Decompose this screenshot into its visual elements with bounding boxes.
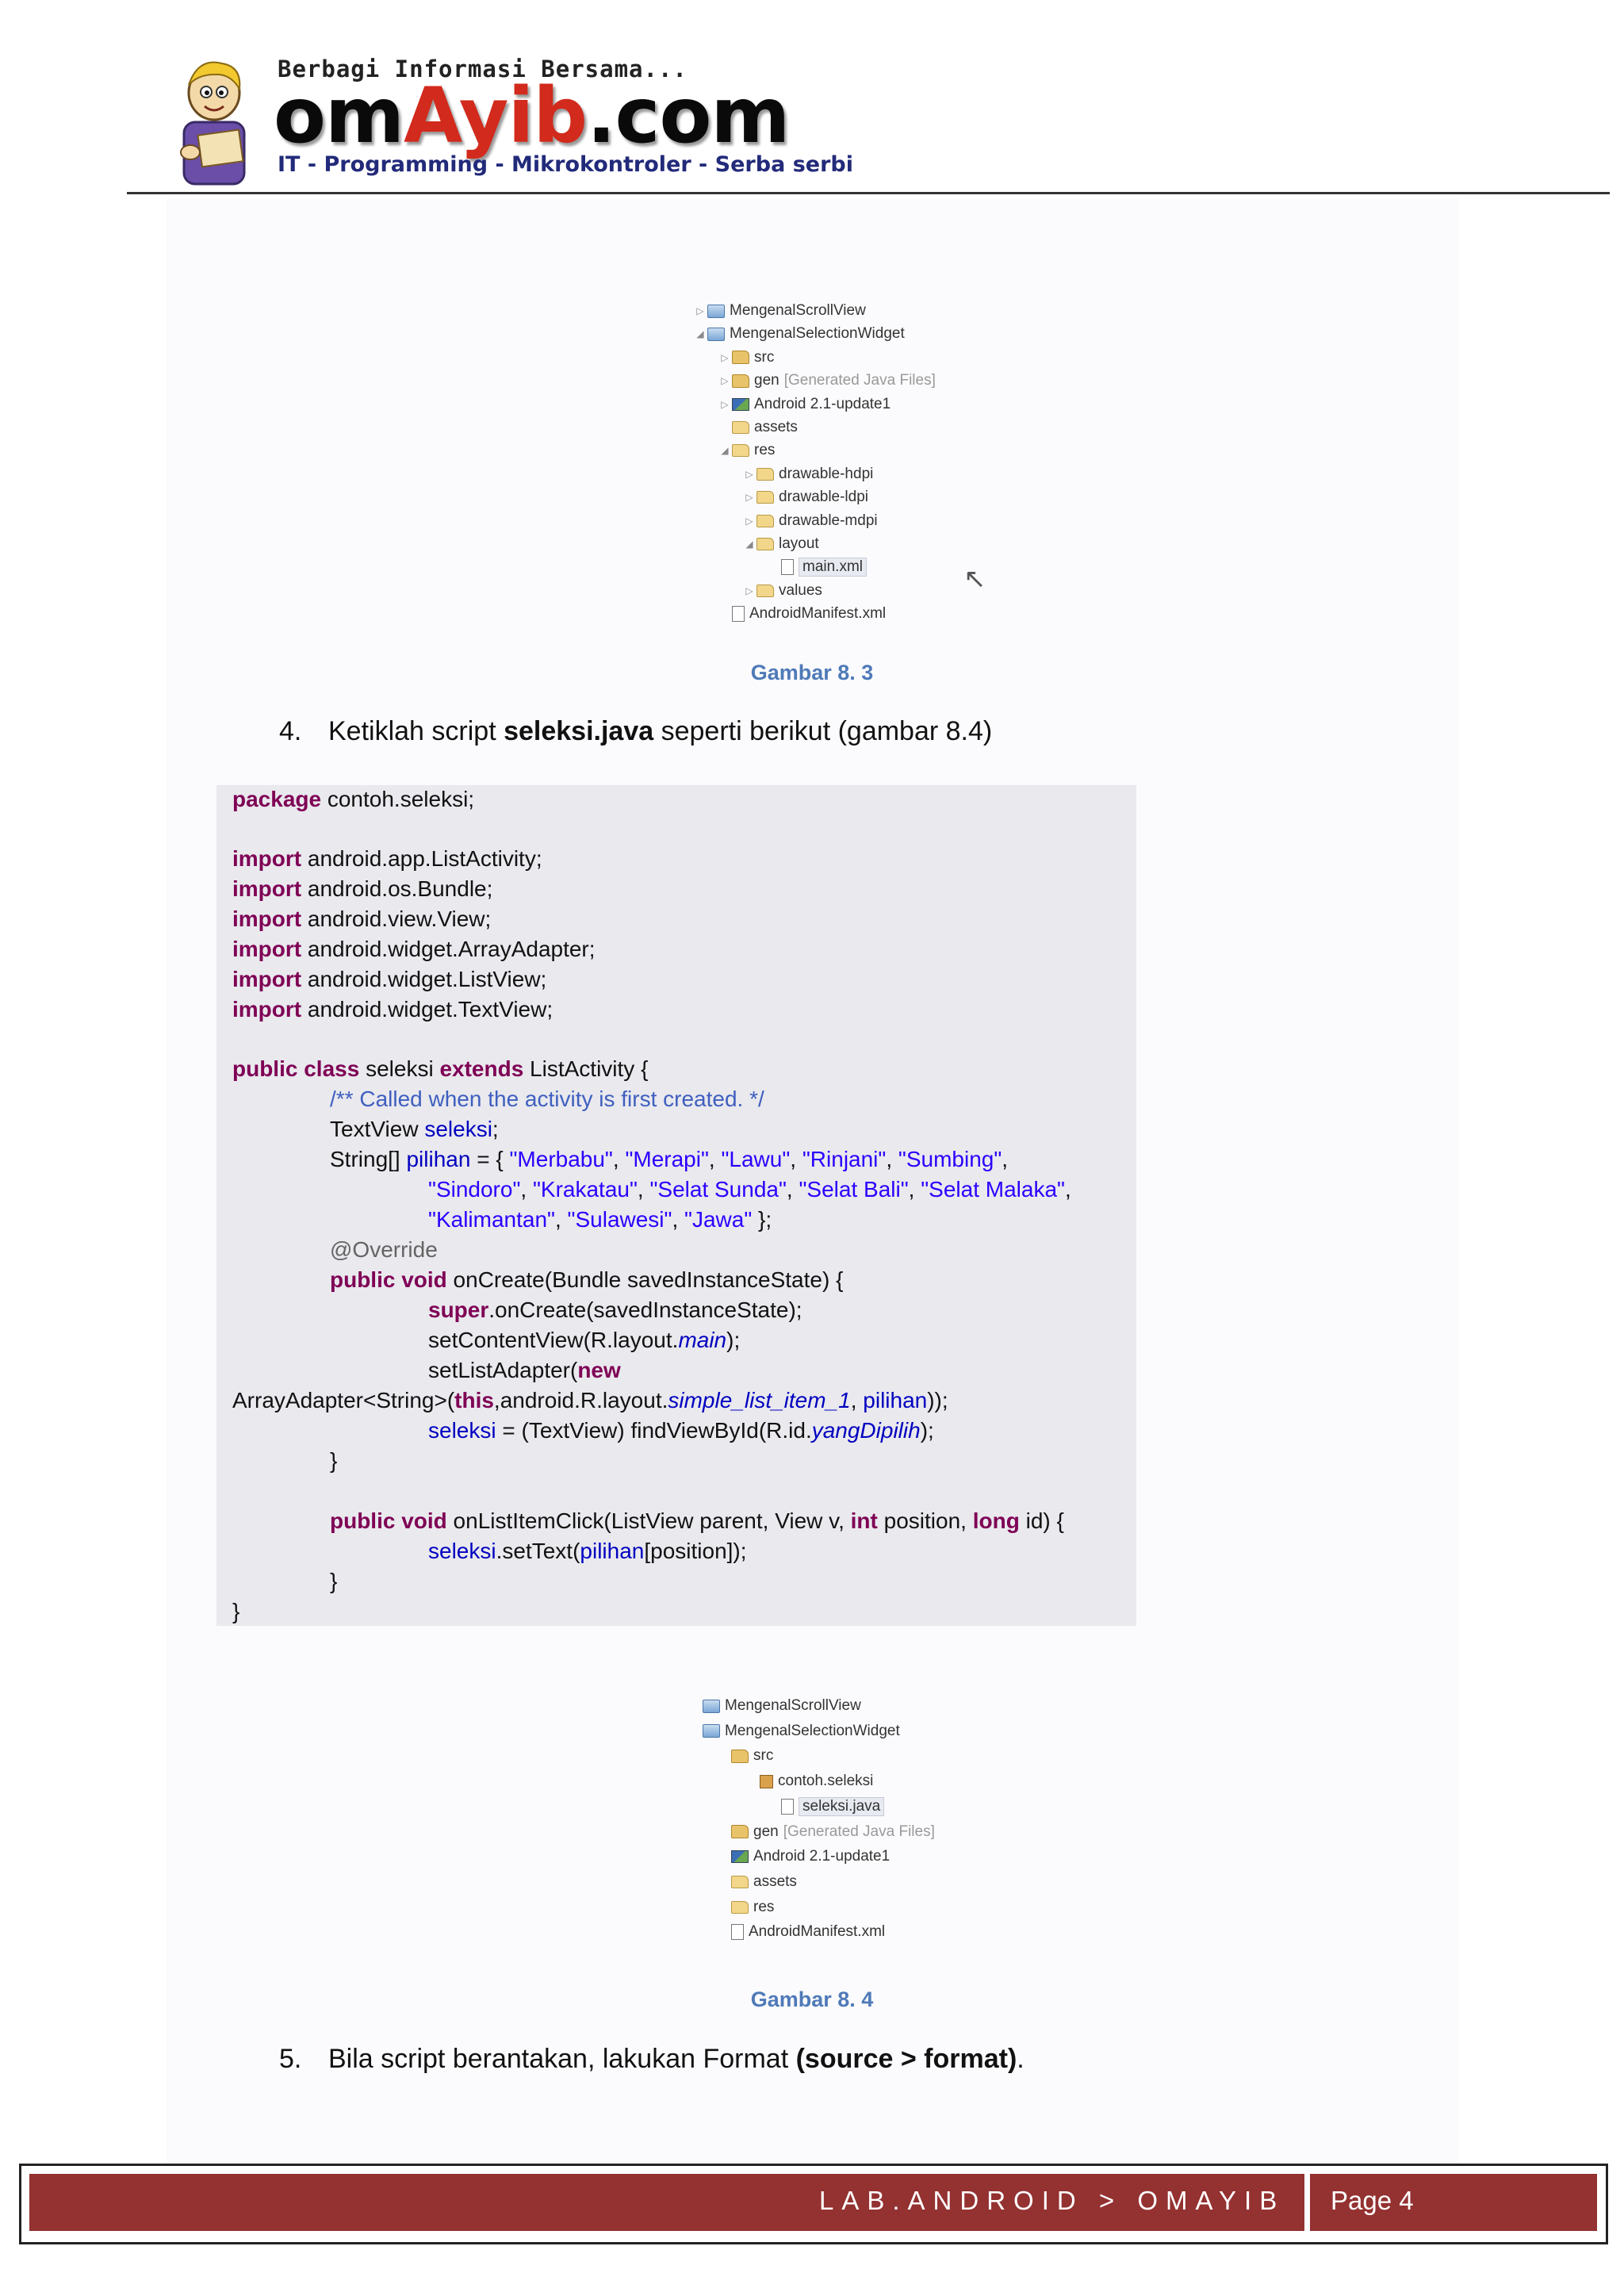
code-line [232,935,596,964]
tree-item-label: src [753,1747,774,1765]
library-icon [732,398,749,411]
code-line: "Kalimantan", "Sulawesi", "Jawa" }; [428,1207,772,1232]
code-text: , [850,1388,864,1412]
xml-file-icon [731,1924,744,1940]
tree-item[interactable] [730,1822,935,1842]
code-keyword: public void [330,1508,447,1533]
folder-icon [732,444,749,457]
xml-file-icon [732,606,745,622]
tree-item[interactable] [701,1721,900,1742]
tree-item-note: [Generated Java Files] [783,372,936,389]
code-line [232,785,474,814]
code-keyword: import [232,876,302,901]
gen-folder-icon [731,1825,749,1838]
package-icon [760,1775,773,1788]
code-keyword: int [850,1508,878,1533]
code-field: main [678,1328,727,1352]
folder-icon [731,1901,749,1914]
code-line [330,1507,1064,1535]
code-line [232,905,491,933]
project-icon [703,1724,720,1738]
code-text: android.os.Bundle; [307,876,493,901]
brand-part-ayib: Ayib [403,71,588,160]
code-field: pilihan [863,1388,928,1412]
code-string: "Rinjani" [802,1147,887,1171]
code-keyword: import [232,907,302,931]
code-text: ListActivity { [523,1056,649,1081]
expand-toggle-icon[interactable]: ▷ [721,398,729,410]
code-text: id) { [1019,1508,1064,1533]
tree-item-label: res [754,442,776,459]
code-keyword: new [577,1358,621,1382]
code-line [428,1537,747,1566]
code-text: android.app.ListActivity; [307,846,542,871]
expand-toggle-icon[interactable]: ▷ [696,305,704,316]
code-text: .onCreate(savedInstanceState); [488,1297,802,1322]
tree-item-label: drawable-mdpi [779,512,878,529]
code-keyword: public class [232,1056,360,1081]
code-line [232,875,492,903]
code-string: "Selat Bali" [799,1177,909,1202]
header-subtitle: IT - Programming - Mikrokontroler - Serba serbi [278,152,853,177]
code-string: "Jawa" [684,1207,753,1232]
page-number: Page 4 [1331,2186,1414,2215]
folder-icon [756,538,774,550]
tree-item-label: src [754,348,775,366]
code-text: )); [927,1388,948,1412]
source-folder-icon [732,351,749,364]
expand-toggle-icon[interactable]: ◢ [721,445,729,457]
expand-toggle-icon[interactable]: ◢ [696,328,704,340]
brand-logo-text [274,71,790,160]
code-keyword: import [232,937,302,961]
mouse-cursor-icon: ↖ [963,564,986,594]
tree-item[interactable] [730,1846,890,1867]
tree-item-label: assets [754,419,798,435]
code-line [330,1115,499,1144]
code-string: "Merapi" [625,1147,709,1171]
code-field: seleksi [428,1539,496,1563]
expand-toggle-icon[interactable]: ▷ [745,585,753,596]
tree-item[interactable] [744,464,873,485]
source-folder-icon [731,1750,749,1763]
tree-item-label: MengenalScrollView [730,302,866,319]
code-text: ,android.R.layout. [493,1388,668,1412]
step-text-end: . [1017,2044,1025,2074]
tree-item[interactable] [730,1922,885,1942]
code-line [232,965,546,994]
step-text: Bila script berantakan, lakukan Format [328,2044,796,2074]
code-text: seleksi [359,1056,440,1081]
tree-item[interactable] [719,370,936,391]
code-keyword: super [428,1297,489,1322]
code-keyword: extends [439,1056,524,1081]
code-text: .setText( [496,1539,580,1563]
tree-item-label: AndroidManifest.xml [749,1923,886,1941]
tree-item-label: gen [754,372,779,389]
tree-item[interactable] [779,1796,884,1817]
code-text: ); [726,1328,741,1352]
code-string: "Merbabu" [509,1147,613,1171]
tree-item-label: res [753,1898,775,1915]
tree-item[interactable] [768,557,867,577]
expand-toggle-icon[interactable]: ▷ [721,351,729,363]
code-text: ArrayAdapter<String>( [232,1388,455,1412]
tree-item-label: MengenalSelectionWidget [730,325,905,343]
tree-item-label: main.xml [799,558,867,577]
tree-item-label: values [779,581,822,599]
code-keyword: this [454,1388,494,1412]
tree-item-label: Android 2.1-update1 [754,395,891,412]
code-text: contoh.seleksi; [321,787,475,811]
folder-icon [756,491,774,504]
tree-item-label: layout [779,535,819,552]
tree-item-label: AndroidManifest.xml [749,605,887,623]
tree-item[interactable] [758,1771,873,1792]
expand-toggle-icon[interactable]: ▷ [745,468,753,480]
tree-item-note: [Generated Java Files] [783,1823,935,1840]
code-line [232,995,553,1024]
code-keyword: import [232,997,302,1022]
figure-caption-8-4: Gambar 8. 4 [750,1987,874,2011]
footer-label: LAB.ANDROID > OMAYIB [819,2186,1285,2215]
mascot-logo-icon [167,57,258,192]
code-field: seleksi [424,1117,492,1141]
code-string: "Sindoro" [428,1177,521,1202]
project-icon [707,328,725,341]
code-text: android.widget.ListView; [307,967,547,991]
tree-item[interactable] [719,440,775,461]
tree-item-label: contoh.seleksi [778,1773,874,1790]
project-icon [703,1700,720,1713]
step-5 [279,2044,1025,2075]
code-line [232,1386,948,1415]
code-text: String[] [330,1147,407,1171]
tree-item[interactable] [719,604,886,624]
tree-item-label: gen [753,1823,779,1840]
code-line [428,1356,621,1385]
folder-icon [756,515,774,527]
code-line: } [330,1448,338,1473]
code-text: = { [470,1147,510,1171]
code-text: android.widget.ArrayAdapter; [307,937,596,961]
java-file-icon [781,1799,794,1815]
folder-icon [731,1876,749,1888]
code-text: = (TextView) findViewById(R.id. [496,1418,812,1443]
tree-item-label: seleksi.java [799,1797,884,1816]
step-text: Ketiklah script [328,716,504,746]
code-string: "Sulawesi" [567,1207,672,1232]
tree-item[interactable] [744,487,868,508]
code-field: pilihan [580,1539,645,1563]
code-line [428,1416,934,1445]
code-string: "Selat Sunda" [649,1177,787,1202]
tree-item-label: assets [753,1872,797,1890]
code-text: setListAdapter( [428,1358,578,1382]
figure-caption-8-3: Gambar 8. 3 [750,661,874,684]
tree-item[interactable] [744,534,819,554]
tree-item[interactable] [719,347,774,368]
code-string: "Sumbing" [898,1147,1002,1171]
folder-icon [756,468,774,481]
code-line [428,1296,802,1324]
tree-item-label: MengenalScrollView [725,1697,861,1714]
step-bold-text: seleksi.java [504,716,654,746]
expand-toggle-icon[interactable]: ▷ [745,492,753,504]
tree-item[interactable] [744,581,822,601]
tree-item[interactable] [730,1872,797,1892]
code-text: position, [877,1508,973,1533]
code-comment: /** Called when the activity is first created. */ [330,1087,764,1111]
xml-file-icon [781,559,794,575]
code-string: "Lawu" [721,1147,791,1171]
tree-item[interactable] [719,417,798,438]
code-text: android.widget.TextView; [307,997,553,1022]
code-keyword: package [232,787,322,811]
expand-toggle-icon[interactable]: ▷ [745,515,753,527]
code-line: } [232,1599,240,1623]
tree-item[interactable] [719,394,891,415]
code-text: TextView [330,1117,425,1141]
code-text: [position]); [644,1539,747,1563]
page-header [127,48,1610,194]
step-number: 5. [279,2044,302,2074]
tree-item[interactable] [695,301,866,321]
tree-item[interactable] [730,1746,773,1766]
code-keyword: long [972,1508,1020,1533]
library-icon [731,1850,749,1863]
tree-item[interactable] [730,1897,774,1918]
tree-item-label: drawable-hdpi [779,465,874,482]
code-line: String[] pilihan = { "Merbabu", "Merapi", "Lawu", "Rinjani", "Sumbing", [330,1147,1009,1171]
code-keyword: import [232,846,302,871]
code-string: "Kalimantan" [428,1207,555,1232]
code-field: simple_list_item_1 [668,1388,851,1412]
code-keyword: import [232,967,302,991]
step-text-end: seperti berikut (gambar 8.4) [653,716,993,746]
header-tagline: Berbagi Informasi Bersama... [278,56,688,82]
code-text: onListItemClick(ListView parent, View v, [446,1508,851,1533]
step-number: 4. [279,716,302,746]
tree-item[interactable] [695,324,905,344]
code-field: pilihan [406,1147,471,1171]
project-icon [707,305,725,318]
code-text: ); [920,1418,934,1443]
tree-item[interactable] [744,511,878,531]
code-text: ; [492,1117,499,1141]
code-line [330,1266,843,1294]
code-line [232,1055,648,1083]
code-field: yangDipilih [811,1418,921,1443]
tree-item-label: drawable-ldpi [779,489,869,506]
code-line [428,1326,740,1355]
step-4 [279,716,992,747]
expand-toggle-icon[interactable]: ◢ [745,539,753,550]
code-keyword: public void [330,1267,447,1292]
tree-item-label: MengenalSelectionWidget [725,1722,900,1739]
tree-item-label: Android 2.1-update1 [753,1848,891,1865]
brand-part-com: .com [587,71,790,160]
header-divider [127,192,1610,194]
code-line: } [330,1569,338,1593]
code-text: android.view.View; [307,907,492,931]
tree-item[interactable] [701,1696,861,1716]
brand-part-om: om [274,71,404,160]
code-field: seleksi [428,1418,496,1443]
folder-icon [756,585,774,597]
code-string: "Krakatau" [532,1177,638,1202]
code-text: setContentView(R.layout. [428,1328,679,1352]
code-text: }; [752,1207,772,1232]
code-string: "Selat Malaka" [921,1177,1065,1202]
code-line [232,845,542,873]
code-text: onCreate(Bundle savedInstanceState) { [446,1267,844,1292]
gen-folder-icon [732,374,749,388]
expand-toggle-icon[interactable]: ▷ [721,375,729,387]
footer-separator [1304,2174,1310,2231]
code-annotation: @Override [330,1237,438,1262]
step-bold-text: (source > format) [795,2044,1017,2074]
folder-icon [732,421,749,434]
code-line: "Sindoro", "Krakatau", "Selat Sunda", "Selat Bali", "Selat Malaka", [428,1177,1071,1202]
